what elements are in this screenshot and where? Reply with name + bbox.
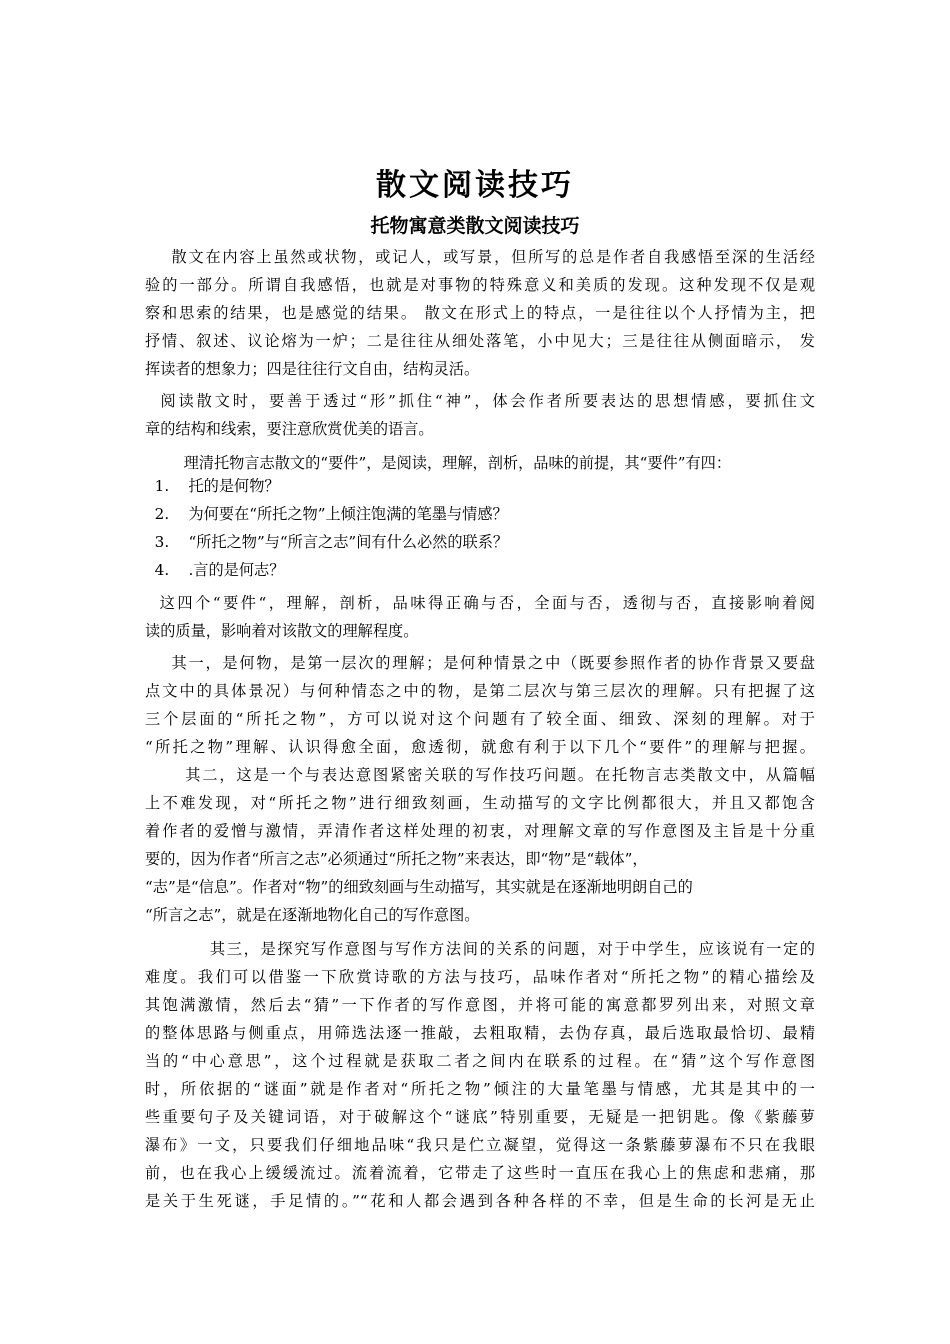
body-text-line: 些重要句子及关键词语，对于破解这个“谜底”特别重要，无疑是一把钥匙。像《紫藤萝 xyxy=(145,1108,815,1126)
body-text-line: 其饱满激情，然后去“猜”一下作者的写作意图，并将可能的寓意都罗列出来，对照文章 xyxy=(145,996,815,1014)
body-text-line: 其一，是何物，是第一层次的理解；是何种情景之中（既要参照作者的协作背景又要盘 xyxy=(145,654,815,672)
body-text-line: 其三，是探究写作意图与写作方法间的关系的问题，对于中学生，应该说有一定的 xyxy=(145,940,815,958)
body-text-line: 4. .言的是何志？ xyxy=(145,561,285,579)
body-text-line: “志”是“信息”。作者对“物”的细致刻画与生动描写，其实就是在逐渐地明朗自己的 xyxy=(145,878,693,896)
body-text-line: 其二，这是一个与表达意图紧密关联的写作技巧问题。在托物言志类散文中，从篇幅 xyxy=(145,766,815,784)
body-text-line: 这四个“要件“，理解，剖析，品味得正确与否，全面与否，透彻与否，直接影响着阅 xyxy=(145,594,815,612)
body-text-line: 三个层面的“所托之物”，方可以说对这个问题有了较全面、细致、深刻的理解。对于 xyxy=(145,710,815,728)
body-text-line: 察和思索的结果，也是感觉的结果。 散文在形式上的特点，一是往往以个人抒情为主，把 xyxy=(145,304,815,322)
body-text-line: 理清托物言志散文的“要件”，是阅读，理解，剖析，品味的前提，其“要件”有四： xyxy=(145,454,732,472)
body-text-line: “所言之志”，就是在逐渐地物化自己的写作意图。 xyxy=(145,906,480,924)
body-text-line: 3. “所托之物”与“所言之志”间有什么必然的联系？ xyxy=(145,533,509,551)
body-text-line: 阅读散文时，要善于透过“形”抓住“神”，体会作者所要表达的思想情感，要抓住文 xyxy=(145,392,815,410)
page-title: 散文阅读技巧 xyxy=(376,168,574,203)
body-text-line: 验的一部分。所谓自我感悟，也就是对事物的特殊意义和美质的发现。这种发现不仅是观 xyxy=(145,276,815,294)
body-text-line: 读的质量，影响着对该散文的理解程度。 xyxy=(145,622,419,640)
body-text-line: 抒情、叙述、议论熔为一炉；二是往往从细处落笔，小中见大；三是往往从侧面暗示， 发 xyxy=(145,332,815,350)
body-text-line: 散文在内容上虽然或状物，或记人，或写景，但所写的总是作者自我感悟至深的生活经 xyxy=(145,248,815,266)
body-text-line: 点文中的具体景况）与何种情态之中的物，是第二层次与第三层次的理解。只有把握了这 xyxy=(145,682,815,700)
body-text-line: 时，所依据的“谜面”就是作者对“所托之物”倾注的大量笔墨与情感，尤其是其中的一 xyxy=(145,1080,815,1098)
body-text-line: 章的结构和线索，要注意欣赏优美的语言。 xyxy=(145,420,434,438)
body-text-line: “所托之物”理解、认识得愈全面，愈透彻，就愈有利于以下几个“要件”的理解与把握。 xyxy=(145,738,815,756)
body-text-line: 瀑布》一文，只要我们仔细地品味“我只是伫立凝望，觉得这一条紫藤萝瀑布不只在我眼 xyxy=(145,1136,815,1154)
page-subtitle: 托物寓意类散文阅读技巧 xyxy=(370,215,580,237)
body-text-line: 是关于生死谜，手足情的。”“花和人都会遇到各种各样的不幸，但是生命的长河是无止 xyxy=(145,1192,815,1210)
body-text-line: 前，也在我心上缓缓流过。流着流着，它带走了这些时一直压在我心上的焦虑和悲痛，那 xyxy=(145,1164,815,1182)
body-text-line: 着作者的爱憎与激情，弄清作者这样处理的初衷，对理解文章的写作意图及主旨是十分重 xyxy=(145,822,815,840)
body-text-line: 1. 托的是何物？ xyxy=(145,477,280,495)
body-text-line: 挥读者的想象力；四是往往行文自由，结构灵活。 xyxy=(145,360,480,378)
body-text-line: 2. 为何要在“所托之物”上倾注饱满的笔墨与情感？ xyxy=(145,505,508,523)
body-text-line: 上不难发现，对“所托之物”进行细致刻画，生动描写的文字比例都很大，并且又都饱含 xyxy=(145,794,815,812)
body-text-line: 难度。我们可以借鉴一下欣赏诗歌的方法与技巧，品味作者对“所托之物”的精心描绘及 xyxy=(145,968,815,986)
body-text-line: 当的“中心意思”，这个过程就是获取二者之间内在联系的过程。在“猜”这个写作意图 xyxy=(145,1052,815,1070)
body-text-line: 的整体思路与侧重点，用筛选法逐一推敲，去粗取精，去伪存真，最后选取最恰切、最精 xyxy=(145,1024,815,1042)
body-text-line: 要的，因为作者“所言之志”必须通过“所托之物”来表达，即“物”是“载体”， xyxy=(145,850,648,868)
